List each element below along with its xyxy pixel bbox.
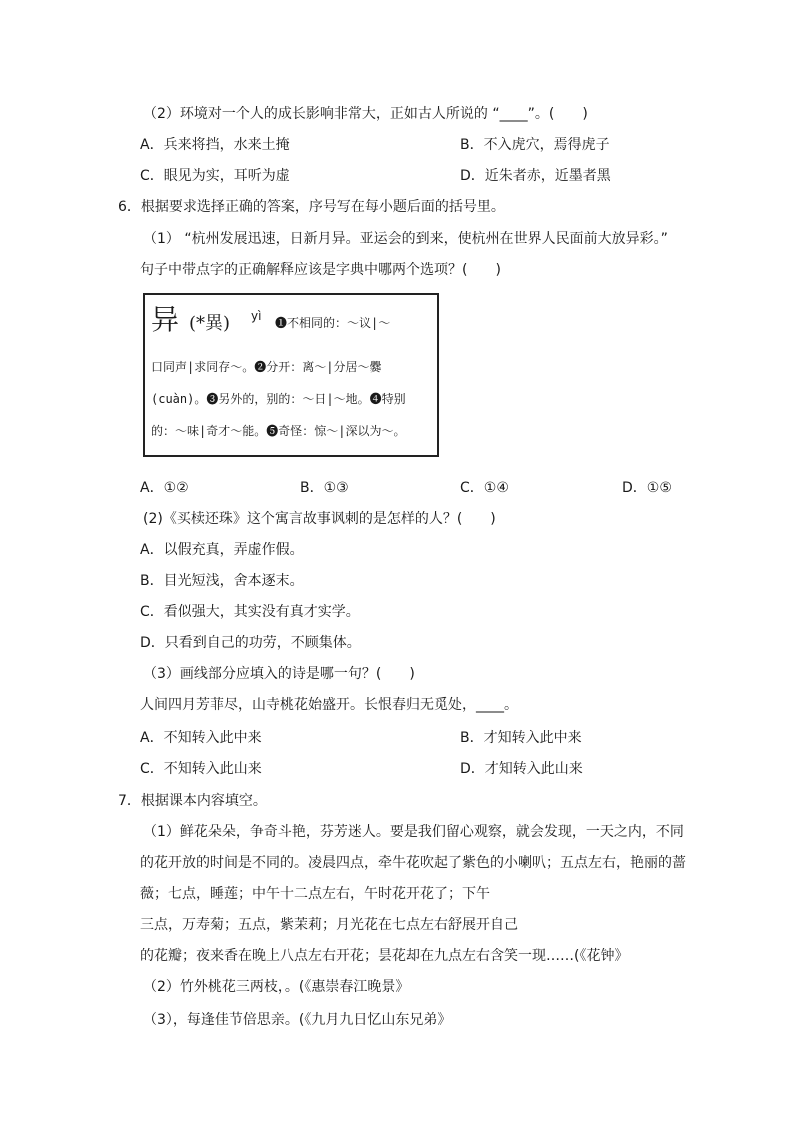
q6-1-option-c: C．①④ xyxy=(460,480,509,496)
q6-3-poem: 人间四月芳菲尽，山寺桃花始盛开。长恨春归无觅处，____。 xyxy=(140,697,518,713)
q7-2-line xyxy=(143,977,409,997)
q6-2-stem: (2)《买椟还珠》这个寓言故事讽刺的是怎样的人？( ) xyxy=(143,511,496,527)
q7-1-line-4-b: ；五点，紫茉莉 xyxy=(224,917,322,933)
q7-title: 7．根据课本内容填空。 xyxy=(118,793,267,809)
q7-1-line-4-a: 三点，万寿菊 xyxy=(140,917,224,933)
q5-2-option-b: B．不入虎穴，焉得虎子 xyxy=(460,137,610,153)
q7-3-a: （3） xyxy=(143,1012,173,1028)
dict-pinyin: yì xyxy=(251,309,262,323)
q6-3-stem: （3）画线部分应填入的诗是哪一句？( ) xyxy=(143,666,415,682)
q7-1-line-1: （1）鲜花朵朵，争奇斗艳，芬芳迷人。要是我们留心观察，就会发现，一天之内，不同 xyxy=(143,824,684,840)
dict-line-3: (cuàn)。❸另外的，别的：～日|～地。❹特别 xyxy=(151,392,406,406)
q7-3-b: ，每逢佳节倍思亲。(《九月九日忆山东兄弟》 xyxy=(172,1012,452,1028)
dict-headword: 异 xyxy=(151,303,180,336)
dict-traditional-form: (*異) xyxy=(189,313,231,334)
dict-line-2: 口同声|求同存～。❷分开：离～|分居～爨 xyxy=(151,360,382,374)
q7-2-b: 。(《惠崇春江晚景》 xyxy=(284,979,410,995)
q6-2-option-b: B．目光短浅，舍本逐末。 xyxy=(140,573,304,589)
q6-1-stem-line2: 句子中带点字的正确解释应该是字典中哪两个选项？( ) xyxy=(140,262,501,278)
q5-2-option-a: A．兵来将挡，水来土掩 xyxy=(140,137,290,153)
q5-2-option-c: C．眼见为实，耳听为虚 xyxy=(140,168,290,184)
q7-1-line-4 xyxy=(140,915,518,935)
q7-1-line-2: 的花开放的时间是不同的。凌晨四点，牵牛花吹起了紫色的小喇叭；五点左右，艳丽的蔷 xyxy=(140,855,686,871)
q6-3-option-c: C．不知转入此山来 xyxy=(140,761,262,777)
dict-line-1: ❶不相同的：～议|～ xyxy=(275,316,391,330)
q5-2-option-d: D．近朱者赤，近墨者黑 xyxy=(460,168,611,184)
q7-1-line-5: 的花瓣；夜来香在晚上八点左右开花；昙花却在九点左右含笑一现……(《花钟》 xyxy=(140,948,629,964)
dictionary-entry-box xyxy=(143,293,439,457)
q6-2-option-d: D．只看到自己的功劳，不顾集体。 xyxy=(140,635,361,651)
q6-1-option-b: B．①③ xyxy=(300,480,349,496)
q5-2-stem: （2）环境对一个人的成长影响非常大，正如古人所说的 “____”。( ) xyxy=(143,106,588,122)
q6-2-option-a: A．以假充真，弄虚作假。 xyxy=(140,542,304,558)
q7-1-line-4-c: ；月光花在七点左右舒展开自己 xyxy=(322,917,518,933)
q7-2-a: （2）竹外桃花三两枝， xyxy=(143,979,285,995)
q6-1-option-a: A．①② xyxy=(140,480,189,496)
q7-1-line-3-b: ；七点，睡莲 xyxy=(154,886,238,902)
q7-1-line-3-a: 薇 xyxy=(140,886,154,902)
q6-2-option-c: C．看似强大，其实没有真才实学。 xyxy=(140,604,360,620)
q6-3-option-b: B．才知转入此中来 xyxy=(460,730,582,746)
q7-1-line-3 xyxy=(140,884,490,904)
q6-title: 6．根据要求选择正确的答案，序号写在每小题后面的括号里。 xyxy=(118,199,505,215)
q6-1-option-d: D．①⑤ xyxy=(622,480,672,496)
q6-3-option-a: A．不知转入此中来 xyxy=(140,730,262,746)
q7-3-line xyxy=(143,1010,451,1030)
dict-line-4: 的：～味|奇才～能。❺奇怪：惊～|深以为～。 xyxy=(151,424,406,438)
q6-3-option-d: D．才知转入此山来 xyxy=(460,761,583,777)
q7-1-line-3-c: ；中午十二点左右，午时花开花了；下午 xyxy=(238,886,490,902)
q6-1-stem-line1: （1） “杭州发展迅速，日新月异。亚运会的到来，使杭州在世界人民面前大放异彩。” xyxy=(143,231,668,247)
